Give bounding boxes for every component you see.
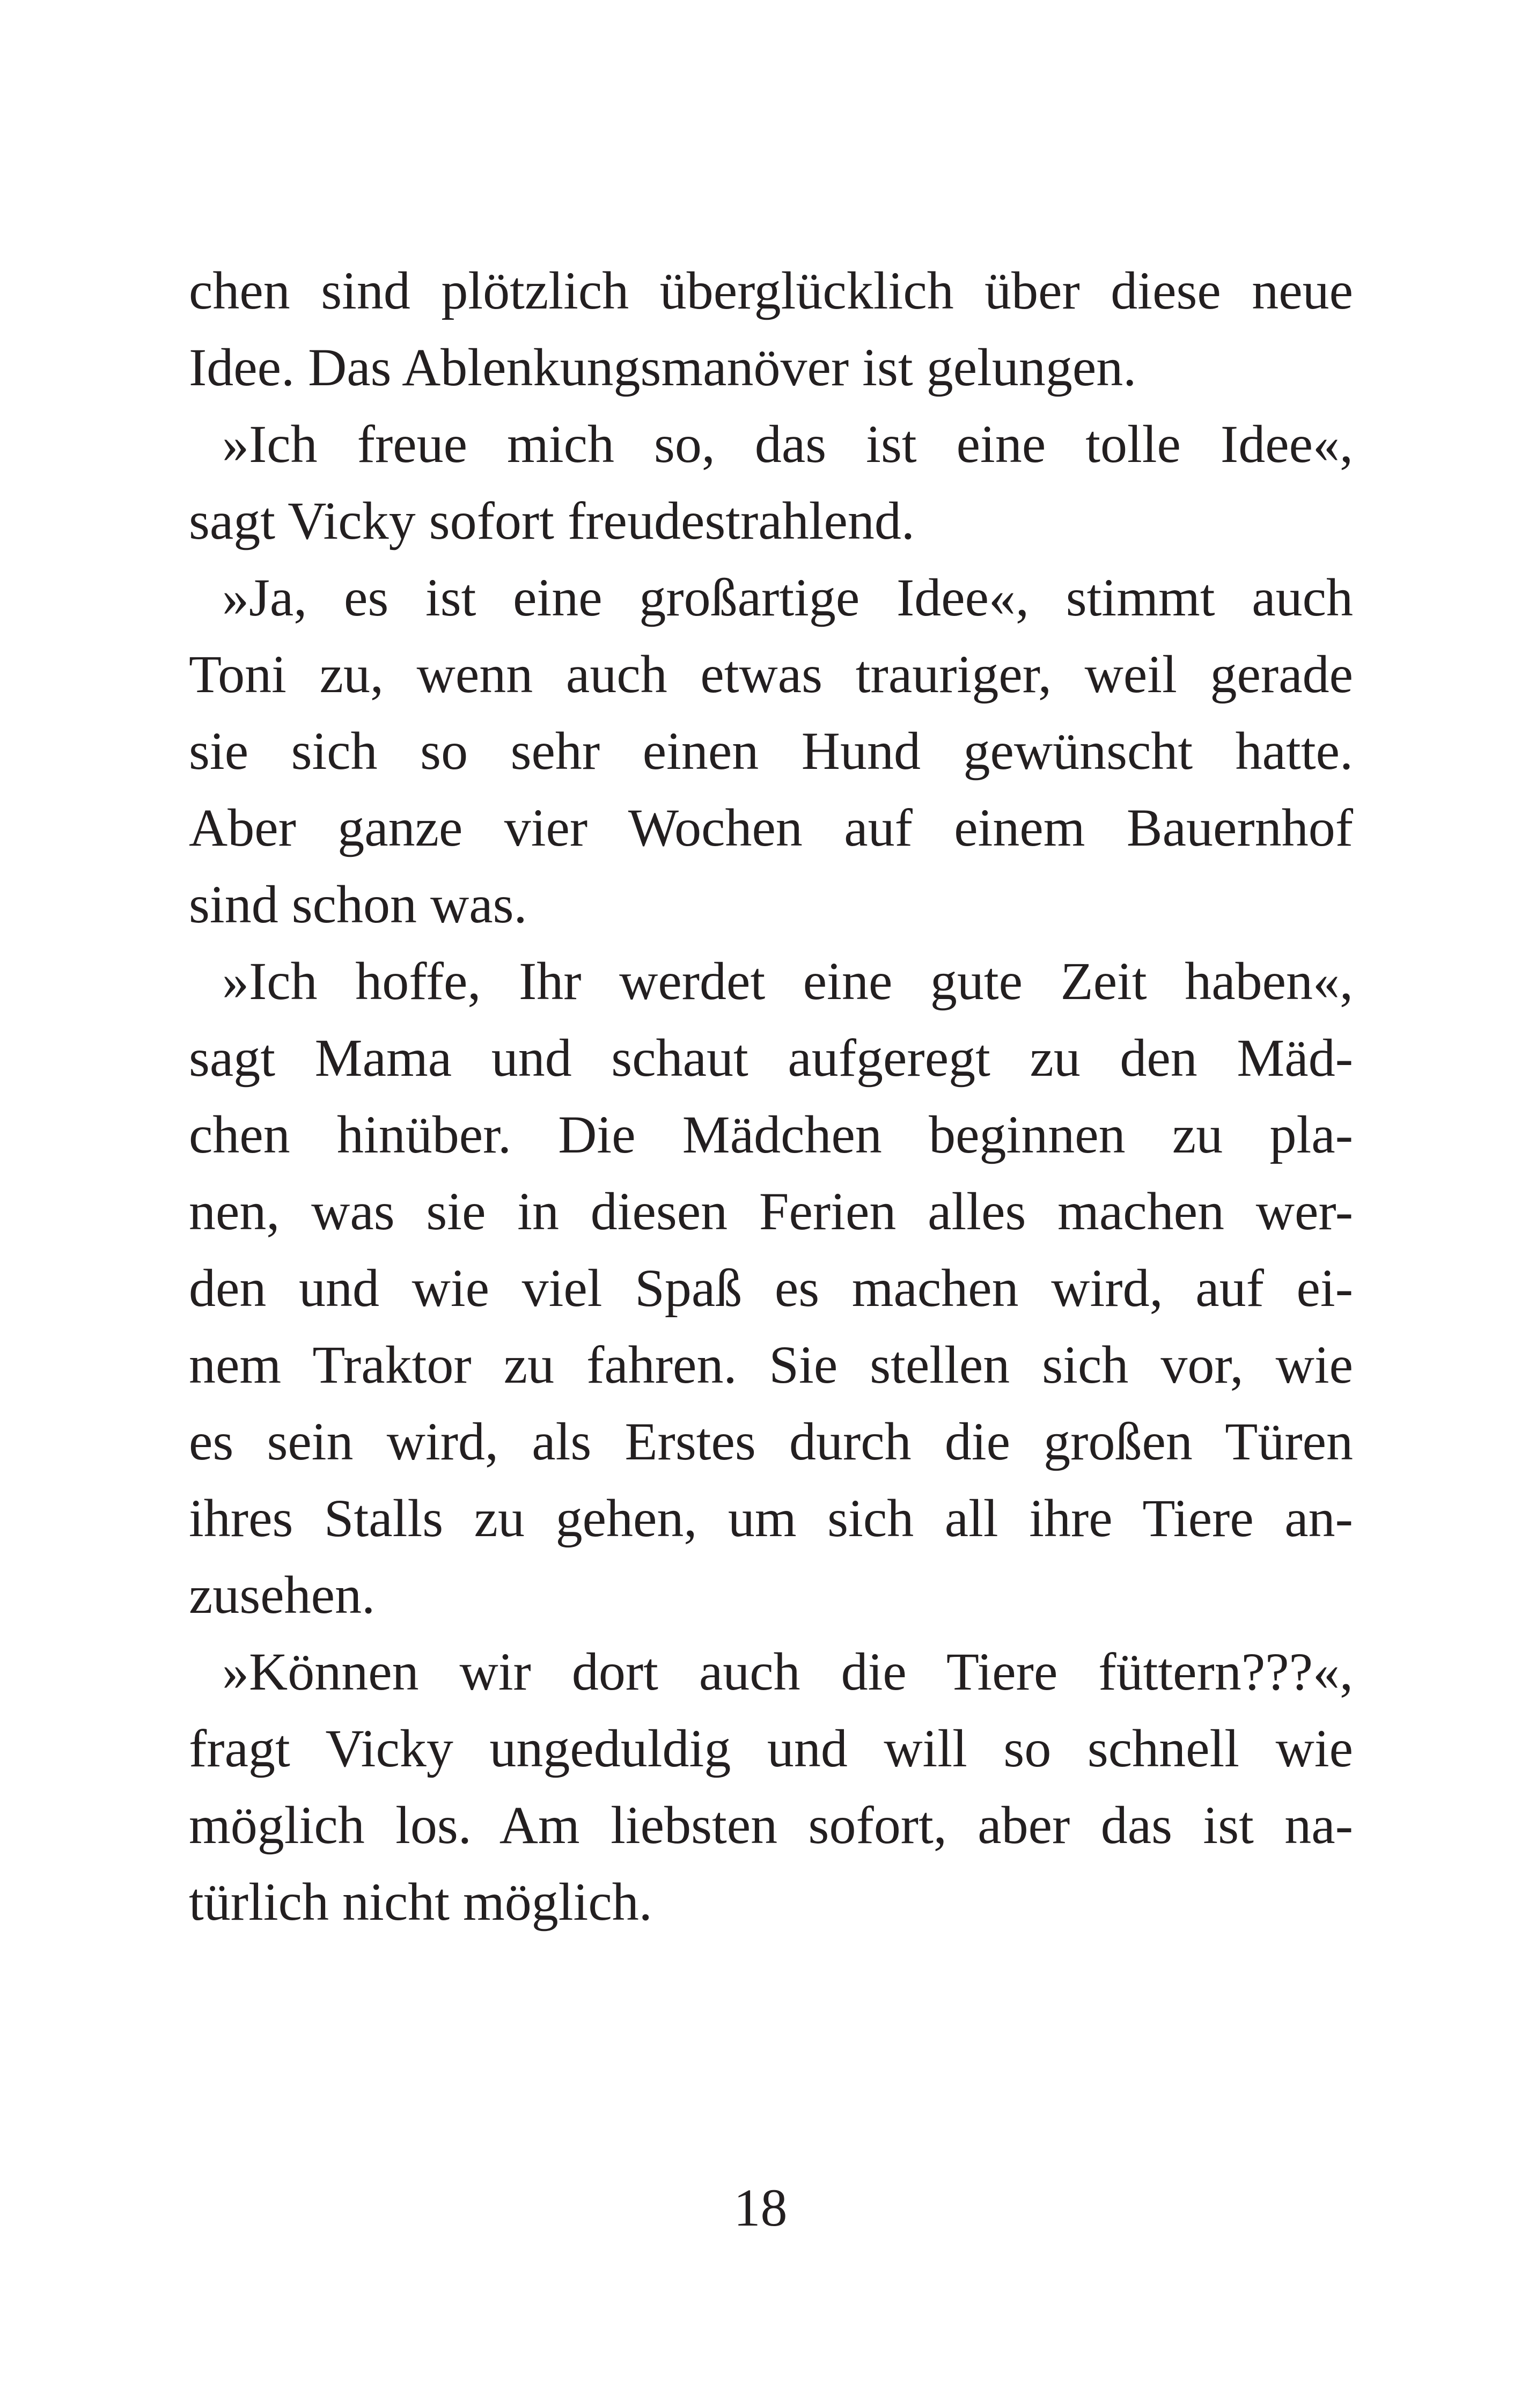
text-line: zusehen. (189, 1565, 376, 1625)
text-line: sie sich so sehr einen Hund gewünscht hatte. (189, 721, 1353, 781)
text-line: sagt Vicky sofort freudestrahlend. (189, 491, 915, 550)
text-line: fragt Vicky ungeduldig und will so schnell wie (189, 1719, 1353, 1778)
page-number: 18 (733, 2178, 788, 2237)
text-line: sind schon was. (189, 875, 527, 934)
text-line: es sein wird, als Erstes durch die großen Türen (189, 1412, 1353, 1471)
text-line: Aber ganze vier Wochen auf einem Bauernhof (189, 798, 1353, 857)
text-line: chen hinüber. Die Mädchen beginnen zu pla- (189, 1105, 1353, 1164)
text-line: sagt Mama und schaut aufgeregt zu den Mäd- (189, 1028, 1353, 1088)
text-line: »Können wir dort auch die Tiere füttern???«, (222, 1642, 1353, 1701)
text-line: türlich nicht möglich. (189, 1872, 652, 1932)
text-line: »Ich freue mich so, das ist eine tolle Idee«, (222, 414, 1353, 474)
text-line: nem Traktor zu fahren. Sie stellen sich vor, wie (189, 1335, 1353, 1394)
text-line: Idee. Das Ablenkungsmanöver ist gelungen. (189, 337, 1137, 397)
text-line: den und wie viel Spaß es machen wird, auf ei- (189, 1258, 1353, 1318)
text-line: ihres Stalls zu gehen, um sich all ihre Tiere an- (189, 1488, 1353, 1548)
text-line: »Ich hoffe, Ihr werdet eine gute Zeit haben«, (222, 951, 1353, 1011)
text-line: »Ja, es ist eine großartige Idee«, stimmt auch (222, 568, 1353, 627)
body-text (189, 252, 1353, 1940)
text-line: möglich los. Am liebsten sofort, aber das ist na- (189, 1795, 1353, 1855)
text-line: Toni zu, wenn auch etwas trauriger, weil gerade (189, 644, 1353, 704)
text-line: chen sind plötzlich überglücklich über diese neue (189, 261, 1353, 320)
text-line: nen, was sie in diesen Ferien alles machen wer- (189, 1181, 1353, 1241)
